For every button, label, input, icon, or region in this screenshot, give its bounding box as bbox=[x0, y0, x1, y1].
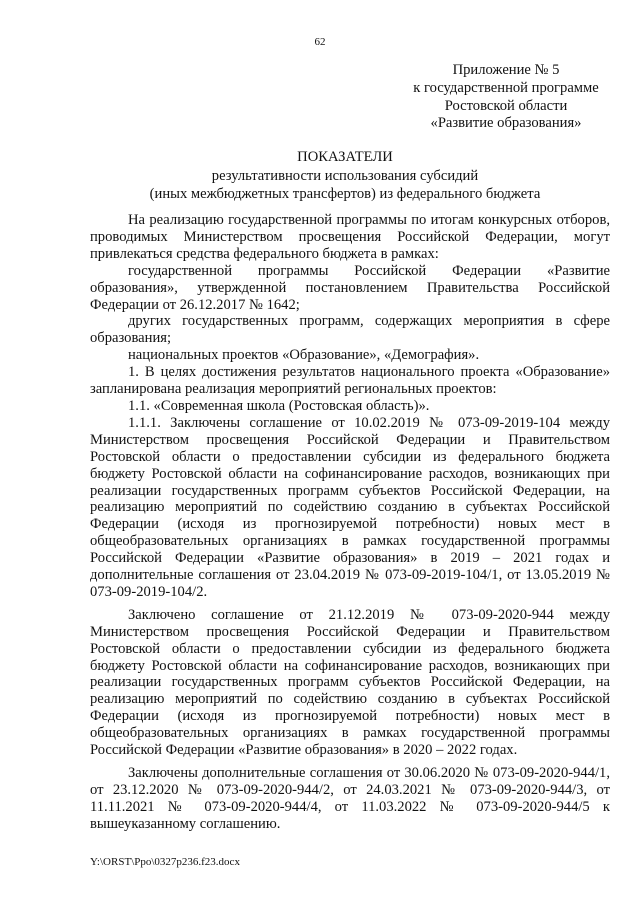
appendix-line: «Развитие образования» bbox=[430, 115, 582, 132]
paragraph: На реализацию государственной программы по итогам конкурсных отборов, проводимых Министерством просвещения Российской Федерации, могут привлекаться средства федерального бюджета в рамках: bbox=[90, 212, 610, 262]
appendix-line: к государственной программе bbox=[413, 79, 599, 96]
paragraph: Заключено соглашение от 21.12.2019 № 073-09-2020-944 между Министерством просвещения Российской Федерации и Правительством Ростовской области о предоставлении субсидии из федерального бюджета бюджету Ростовской области на софинансирование расходов, возникающих при реализации государственных программ субъектов Российской Федерации, на реализацию мероприятий по содействию созданию в субъектах Российской Федерации (исходя из прогнозируемой потребности) новых мест в общеобразовательных организациях в рамках государственной программы Российской Федерации «Развитие образования» в 2020 – 2022 годах. bbox=[90, 606, 610, 759]
appendix-number: Приложение № 5 bbox=[452, 62, 560, 78]
file-path-footer: Y:\ORST\Ppo\0327p236.f23.docx bbox=[90, 856, 240, 868]
paragraph: государственной программы Российской Федерации «Развитие образования», утвержденной постановлением Правительства Российской Федерации от 26.12.2017 № 1642; bbox=[90, 262, 610, 313]
appendix-line: Ростовской области bbox=[444, 97, 568, 114]
paragraph: Заключены дополнительные соглашения от 30.06.2020 № 073-09-2020-944/1, от 23.12.2020 № 073-09-2020-944/2, от 24.03.2021 № 073-09-2020-944/3, от 11.11.2021 № 073-09-2020-944/4, от 11.03.2022 № 073-09-2020-944/5 к вышеуказанному соглашению. bbox=[90, 765, 610, 832]
document-subtitle: результативности использования субсидий bbox=[211, 168, 479, 184]
paragraph: национальных проектов «Образование», «Демография». bbox=[128, 347, 480, 364]
document-title: ПОКАЗАТЕЛИ bbox=[297, 149, 393, 165]
document-body bbox=[90, 212, 610, 833]
page-number: 62 bbox=[314, 36, 326, 48]
paragraph: 1.1.1. Заключены соглашение от 10.02.2019 № 073-09-2019-104 между Министерством просвещения Российской Федерации и Правительством Ростовской области о предоставлении субсидии из федерального бюджета бюджету Ростовской области на софинансирование расходов, возникающих при реализации государственных программ субъектов Российской Федерации, на реализацию мероприятий по содействию созданию в субъектах Российской Федерации (исходя из прогнозируемой потребности) новых мест в общеобразовательных организациях в рамках государственной программы Российской Федерации «Развитие образования» в 2019 – 2021 годах и дополнительные соглашения от 23.04.2019 № 073-09-2019-104/1, от 13.05.2019 № 073-09-2019-104/2. bbox=[90, 414, 610, 600]
paragraph: других государственных программ, содержащих мероприятия в сфере образования; bbox=[90, 313, 610, 347]
title-block bbox=[90, 148, 600, 203]
document-subtitle: (иных межбюджетных трансфертов) из федерального бюджета bbox=[149, 186, 541, 202]
paragraph: 1.1. «Современная школа (Ростовская область)». bbox=[128, 397, 430, 414]
paragraph: 1. В целях достижения результатов национального проекта «Образование» запланирована реализация мероприятий региональных проектов: bbox=[90, 364, 610, 398]
appendix-header bbox=[392, 62, 620, 133]
